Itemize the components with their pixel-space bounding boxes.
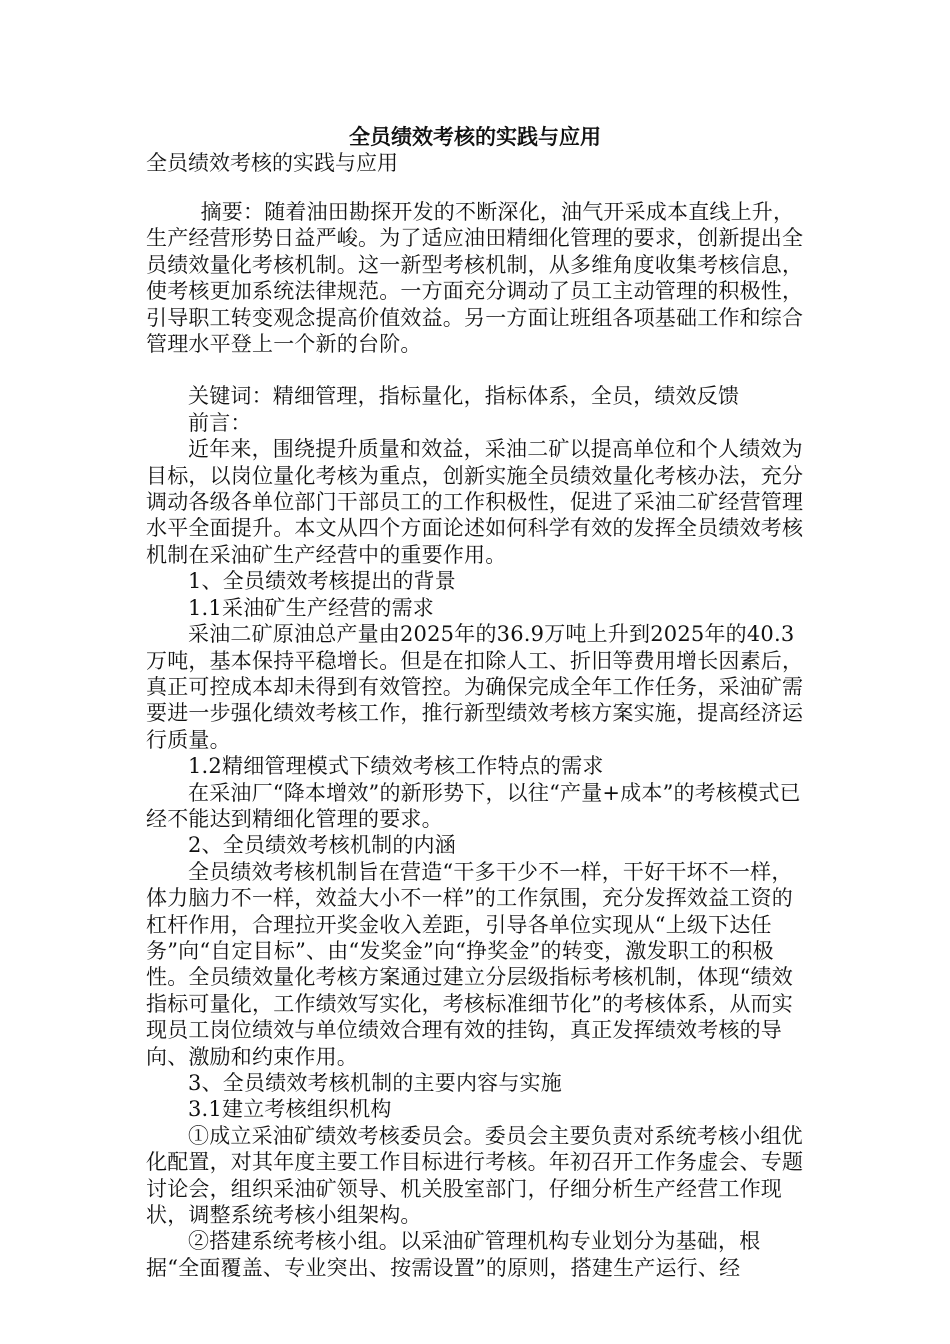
subsection-heading: 1.1采油矿生产经营的需求 (188, 595, 434, 620)
abstract-paragraph: 摘要：随着油田勘探开发的不断深化，油气开采成本直线上升，生产经营形势日益严峻。为了适应油田精细化管理的要求，创新提出全员绩效量化考核机制。这一新型考核机制，从多维角度收集考核信息，使考核更加系统法律规范。一方面充分调动了员工主动管理的积极性，引导职工转变观念提高价值效益。另一方面让班组各项基础工作和综合管理水平登上一个新的台阶。 (146, 200, 804, 357)
body-paragraph: 全员绩效考核机制旨在营造“干多干少不一样，干好干坏不一样，体力脑力不一样，效益大小不一样”的工作氛围，充分发挥效益工资的杠杆作用，合理拉开奖金收入差距，引导各单位实现从“上级下达任务”向“自定目标”、由“发奖金”向“挣奖金”的转变，激发职工的积极性。全员绩效量化考核方案通过建立分层级指标考核机制，体现“绩效指标可量化，工作绩效写实化，考核标准细节化”的考核体系，从而实现员工岗位绩效与单位绩效合理有效的挂钩，真正发挥绩效考核的导向、激励和约束作用。 (146, 859, 793, 1069)
subsection-heading: 3.1建立考核组织机构 (188, 1097, 392, 1122)
body-paragraph: 近年来，围绕提升质量和效益，采油二矿以提高单位和个人绩效为目标，以岗位量化考核为重点，创新实施全员绩效量化考核办法，充分调动各级各单位部门干部员工的工作积极性，促进了采油二矿经营管理水平全面提升。本文从四个方面论述如何科学有效的发挥全员绩效考核机制在采油矿生产经营中的重要作用。 (146, 437, 804, 567)
body-paragraph: 在采油厂“降本增效”的新形势下，以往“产量+成本”的考核模式已经不能达到精细化管理的要求。 (146, 780, 801, 831)
preface-label: 前言： (188, 410, 252, 435)
keywords-line: 关键词：精细管理，指标量化，指标体系，全员，绩效反馈 (188, 384, 740, 409)
section-heading: 2、全员绩效考核机制的内涵 (188, 833, 456, 858)
section-heading: 1、全员绩效考核提出的背景 (188, 569, 456, 594)
section-heading: 3、全员绩效考核机制的主要内容与实施 (188, 1071, 562, 1095)
document-body (146, 199, 806, 1281)
body-paragraph: ①成立采油矿绩效考核委员会。委员会主要负责对系统考核小组优化配置，对其年度主要工作目标进行考核。年初召开工作务虚会、专题讨论会，组织采油矿领导、机关股室部门，仔细分析生产经营工作现状，调整系统考核小组架构。 (146, 1123, 804, 1228)
body-paragraph: ②搭建系统考核小组。以采油矿管理机构专业划分为基础，根据“全面覆盖、专业突出、按需设置”的原则，搭建生产运行、经 (146, 1229, 761, 1280)
document-subtitle: 全员绩效考核的实践与应用 (146, 151, 398, 175)
document-title: 全员绩效考核的实践与应用 (349, 125, 601, 149)
body-paragraph: 采油二矿原油总产量由2025年的36.9万吨上升到2025年的40.3万吨，基本保持平稳增长。但是在扣除人工、折旧等费用增长因素后，真正可控成本却未得到有效管控。为确保完成全年工作任务，采油矿需要进一步强化绩效考核工作，推行新型绩效考核方案实施，提高经济运行质量。 (146, 622, 804, 752)
subsection-heading: 1.2精细管理模式下绩效考核工作特点的需求 (188, 754, 604, 779)
